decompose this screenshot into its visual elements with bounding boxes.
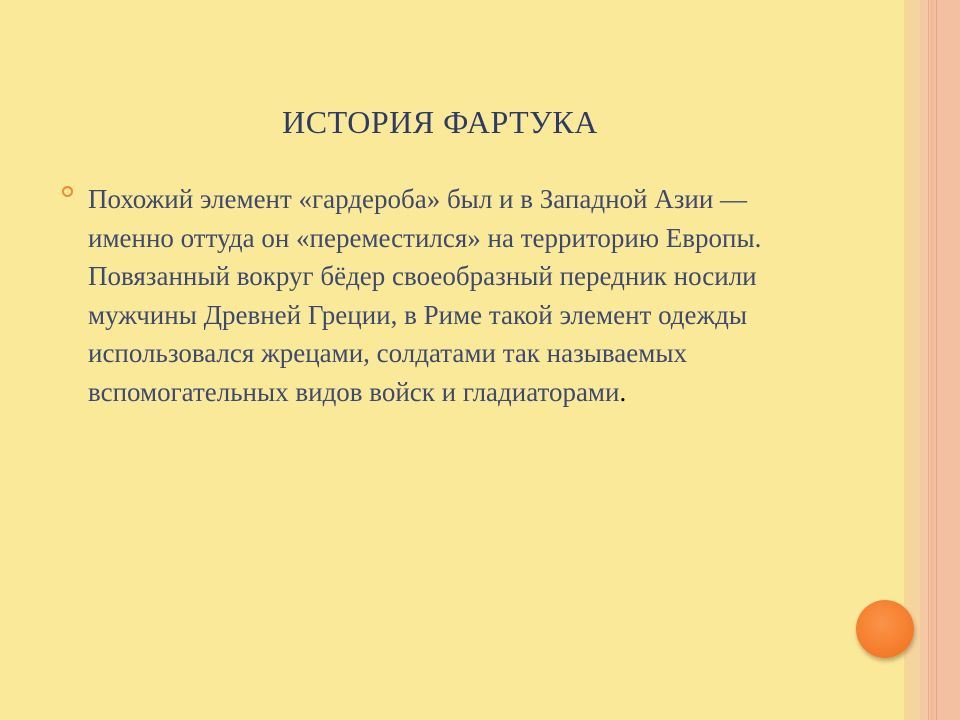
bullet-text-block: [88, 180, 832, 411]
orange-circle-icon: [856, 600, 914, 658]
edge-stripe-line: [928, 0, 929, 720]
edge-stripe: [934, 0, 960, 720]
bullet-end-punctuation: .: [619, 376, 627, 407]
edge-stripe-line: [936, 0, 937, 720]
edge-stripe: [910, 0, 920, 720]
bullet-text: Похожий элемент «гардероба» был и в Западной Азии — именно оттуда он «переместился» на территорию Европы. Повязанный вокруг бёдер своеобразный передник носили мужчины Древней Греции, в Риме такой элемент одежды использовался жрецами, солдатами так называемых вспомогательных видов войск и гладиаторами: [88, 184, 762, 407]
bullet-circle-icon: [62, 186, 73, 197]
slide-title: ИСТОРИЯ ФАРТУКА: [282, 104, 598, 140]
